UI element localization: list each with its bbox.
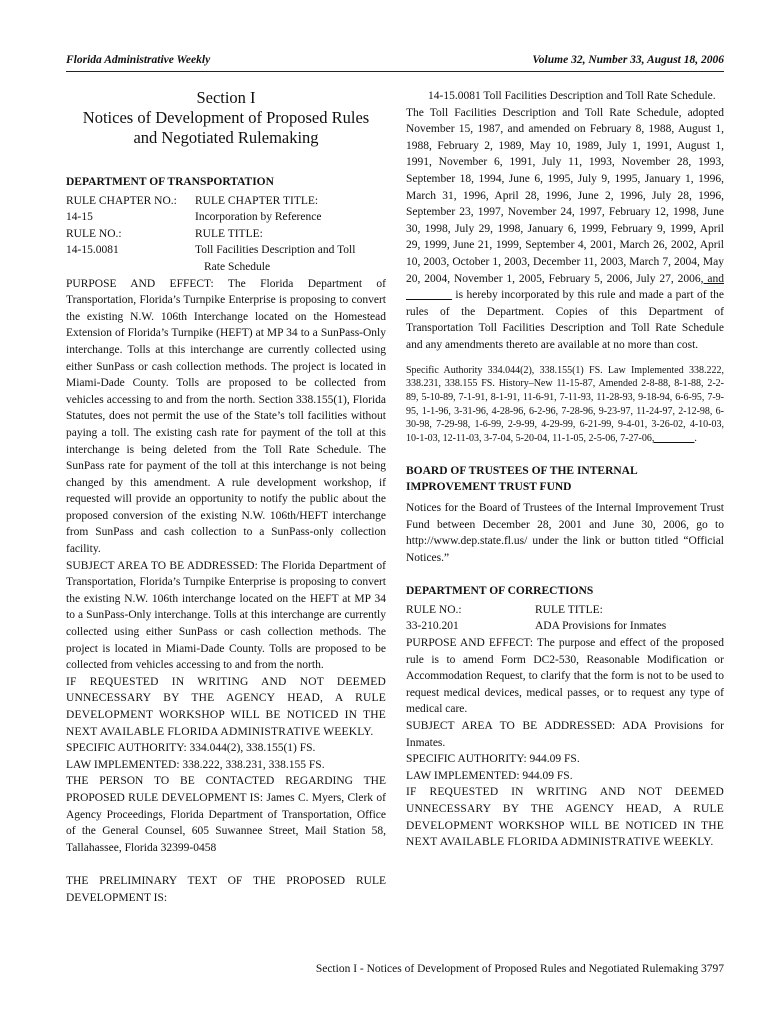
corrections-heading: DEPARTMENT OF CORRECTIONS	[406, 585, 594, 598]
running-header	[66, 54, 724, 72]
rule-body-added-text: , and ________	[406, 272, 724, 302]
corrections-workshop: IF REQUESTED IN WRITING AND NOT DEEMED UNNECESSARY BY THE AGENCY HEAD, A RULE DEVELOPMENT WORKSHOP WILL BE NOTICED IN THE NEXT AVAILABLE FLORIDA ADMINISTRATIVE WEEKLY.	[406, 786, 724, 849]
section-title-line-3: and Negotiated Rulemaking	[133, 128, 319, 147]
header-divider	[66, 71, 724, 72]
section-title	[66, 88, 386, 148]
corrections-purpose: PURPOSE AND EFFECT: The purpose and effect of the proposed rule is to amend Form DC2-530, Reasonable Modification or Accommodation Request, to clarify that the form is not to be used to request medical devices, medical passes, or to request any type of medical care.	[406, 637, 724, 716]
rule-title: Toll Facilities Description and Toll	[195, 244, 356, 257]
history-added-text: ,________	[651, 433, 695, 445]
rule-title-continued: Rate Schedule	[204, 260, 271, 273]
corrections-rule-no-label: RULE NO.:	[406, 603, 462, 616]
rule-no-label: RULE NO.:	[66, 227, 122, 240]
purpose-and-effect: PURPOSE AND EFFECT: The Florida Department of Transportation, Florida’s Turnpike Enterprise is proposing to convert the existing N.W. 106th Interchange located on the Homestead Extension of Florida’s Turnpike (HEFT) at MP 34 to a SunPass-Only interchange. Tolls at this interchange are currently collected using either SunPass or cash collection methods. The project is located in Miami-Dade County. Tolls are proposed to be collected from vehicles accessing to and from the north. Section 338.155(1), Florida Statutes, does not permit the use of the State’s toll facilities without paying a toll. The existing cash rate for payment of the toll at this interchange is being deleted from the Toll Rate Schedule. The SunPass rate for payment of the toll at this interchange is not being changed by this amendment. A rule development workshop, if requested will provide an opportunity to notify the public about the proposed conversion of the existing N.W. 106th/HEFT interchange from SunPass and cash collection to a SunPass-only collection facility.	[66, 277, 386, 556]
law-implemented: LAW IMPLEMENTED: 338.222, 338.231, 338.155 FS.	[66, 758, 325, 771]
rule-title-label: RULE TITLE:	[195, 227, 263, 240]
corrections-authority: SPECIFIC AUTHORITY: 944.09 FS.	[406, 753, 580, 766]
rule-no: 14-15.0081	[66, 244, 119, 257]
history-note: Specific Authority 334.044(2), 338.155(1) FS. Law Implemented 338.222, 338.231, 338.155 FS. History–New 11-15-87, Amended 2-8-88, 8-1-88, 2-2-89, 5-10-89, 7-1-91, 8-1-91, 11-6-91, 7-11-93, 11-28-93, 9-18-94, 6-6-95, 7-9-95, 1-1-96, 3-31-96, 4-28-96, 6-2-96, 7-28-96, 9-23-97, 11-24-97, 2-12-98, 6-30-98, 7-29-98, 1-6-99, 2-9-99, 4-29-99, 6-21-99, 9-4-01, 3-26-02, 4-10-03, 10-1-03, 12-11-03, 3-7-04, 5-20-04, 11-1-05, 2-5-06, 7-27-06,________.	[406, 364, 724, 445]
chapter-title: Incorporation by Reference	[195, 211, 322, 224]
contact-person: THE PERSON TO BE CONTACTED REGARDING THE PROPOSED RULE DEVELOPMENT IS: James C. Myers, Clerk of Agency Proceedings, Florida Department of Transportation, Office of the General Counsel, 605 Suwannee Street, Mail Station 58, Tallahassee, Florida 32399-0458	[66, 775, 386, 854]
rule-heading: 14-15.0081 Toll Facilities Description and Toll Rate Schedule.	[428, 90, 716, 102]
subject-area: SUBJECT AREA TO BE ADDRESSED: The Florida Department of Transportation, Florida’s Turnpike Enterprise is proposing to convert the existing N.W. 106th interchange located on the HEFT at MP 34 to a SunPass-Only interchange. Tolls at this interchange are currently collected using either SunPass or cash collection methods. The project is located in Miami-Dade County. Tolls are proposed to be collected from vehicles accessing to and from the north.	[66, 559, 386, 672]
corrections-rule-no: 33-210.201	[406, 620, 459, 633]
issue-info: Volume 32, Number 33, August 18, 2006	[532, 54, 724, 66]
rule-info-grid	[66, 193, 386, 276]
corrections-rule-title: ADA Provisions for Inmates	[535, 620, 667, 633]
corrections-rule-title-label: RULE TITLE:	[535, 603, 603, 616]
workshop-notice: IF REQUESTED IN WRITING AND NOT DEEMED UNNECESSARY BY THE AGENCY HEAD, A RULE DEVELOPMENT WORKSHOP WILL BE NOTICED IN THE NEXT AVAILABLE FLORIDA ADMINISTRATIVE WEEKLY.	[66, 675, 386, 738]
section-title-line-1: Section I	[196, 88, 256, 107]
right-column	[406, 88, 724, 851]
corrections-rule-grid	[406, 602, 724, 635]
page-footer: Section I - Notices of Development of Proposed Rules and Negotiated Rulemaking 3797	[315, 963, 724, 975]
chapter-title-label: RULE CHAPTER TITLE:	[195, 194, 319, 207]
trustees-notice: Notices for the Board of Trustees of the Internal Improvement Trust Fund between December 28, 2001 and June 30, 2006, go to http://www.dep.state.fl.us/ under the link or button titled “Official Notices.”	[406, 501, 724, 564]
corrections-subject: SUBJECT AREA TO BE ADDRESSED: ADA Provisions for Inmates.	[406, 720, 724, 749]
section-title-line-2: Notices of Development of Proposed Rules	[82, 108, 370, 127]
publication-title: Florida Administrative Weekly	[66, 54, 211, 66]
trustees-heading: BOARD OF TRUSTEES OF THE INTERNAL IMPROVEMENT TRUST FUND	[406, 464, 638, 494]
preliminary-text-heading: THE PRELIMINARY TEXT OF THE PROPOSED RULE DEVELOPMENT IS:	[66, 875, 386, 904]
chapter-no-label: RULE CHAPTER NO.:	[66, 194, 177, 207]
corrections-law: LAW IMPLEMENTED: 944.09 FS.	[406, 769, 573, 782]
chapter-no: 14-15	[66, 211, 93, 224]
left-column	[66, 88, 386, 907]
specific-authority: SPECIFIC AUTHORITY: 334.044(2), 338.155(1) FS.	[66, 742, 316, 755]
rule-body: The Toll Facilities Description and Toll Rate Schedule, adopted November 15, 1987, and amended on February 8, 1988, August 1, 1988, February 2, 1989, May 10, 1989, July 1, 1991, August 1, 1991, November 6, 1991, July 11, 1993, November 28, 1993, September 18, 1994, June 6, 1995, July 9, 1995, January 1, 1996, March 31, 1996, April 28, 1996, June 2, 1996, July 28, 1996, September 23, 1997, November 24, 1997, February 12, 1998, June 30, 1998, July 29, 1998, January 6, 1999, February 9, 1999, April 29, 1999, June 21, 1999, September 4, 2001, March 26, 2002, April 10, 2003, October 1, 2003, December 11, 2003, March 7, 2004, May 20, 2004, November 1, 2005, February 5, 2006, July 27, 2006, and ________ is hereby incorporated by this rule and made a part of the rules of the Department. Copies of this Department of Transportation Toll Facilities Description and Toll Rate Schedule and any amendments thereto are available at no more than cost.	[406, 106, 724, 351]
department-heading: DEPARTMENT OF TRANSPORTATION	[66, 176, 274, 188]
